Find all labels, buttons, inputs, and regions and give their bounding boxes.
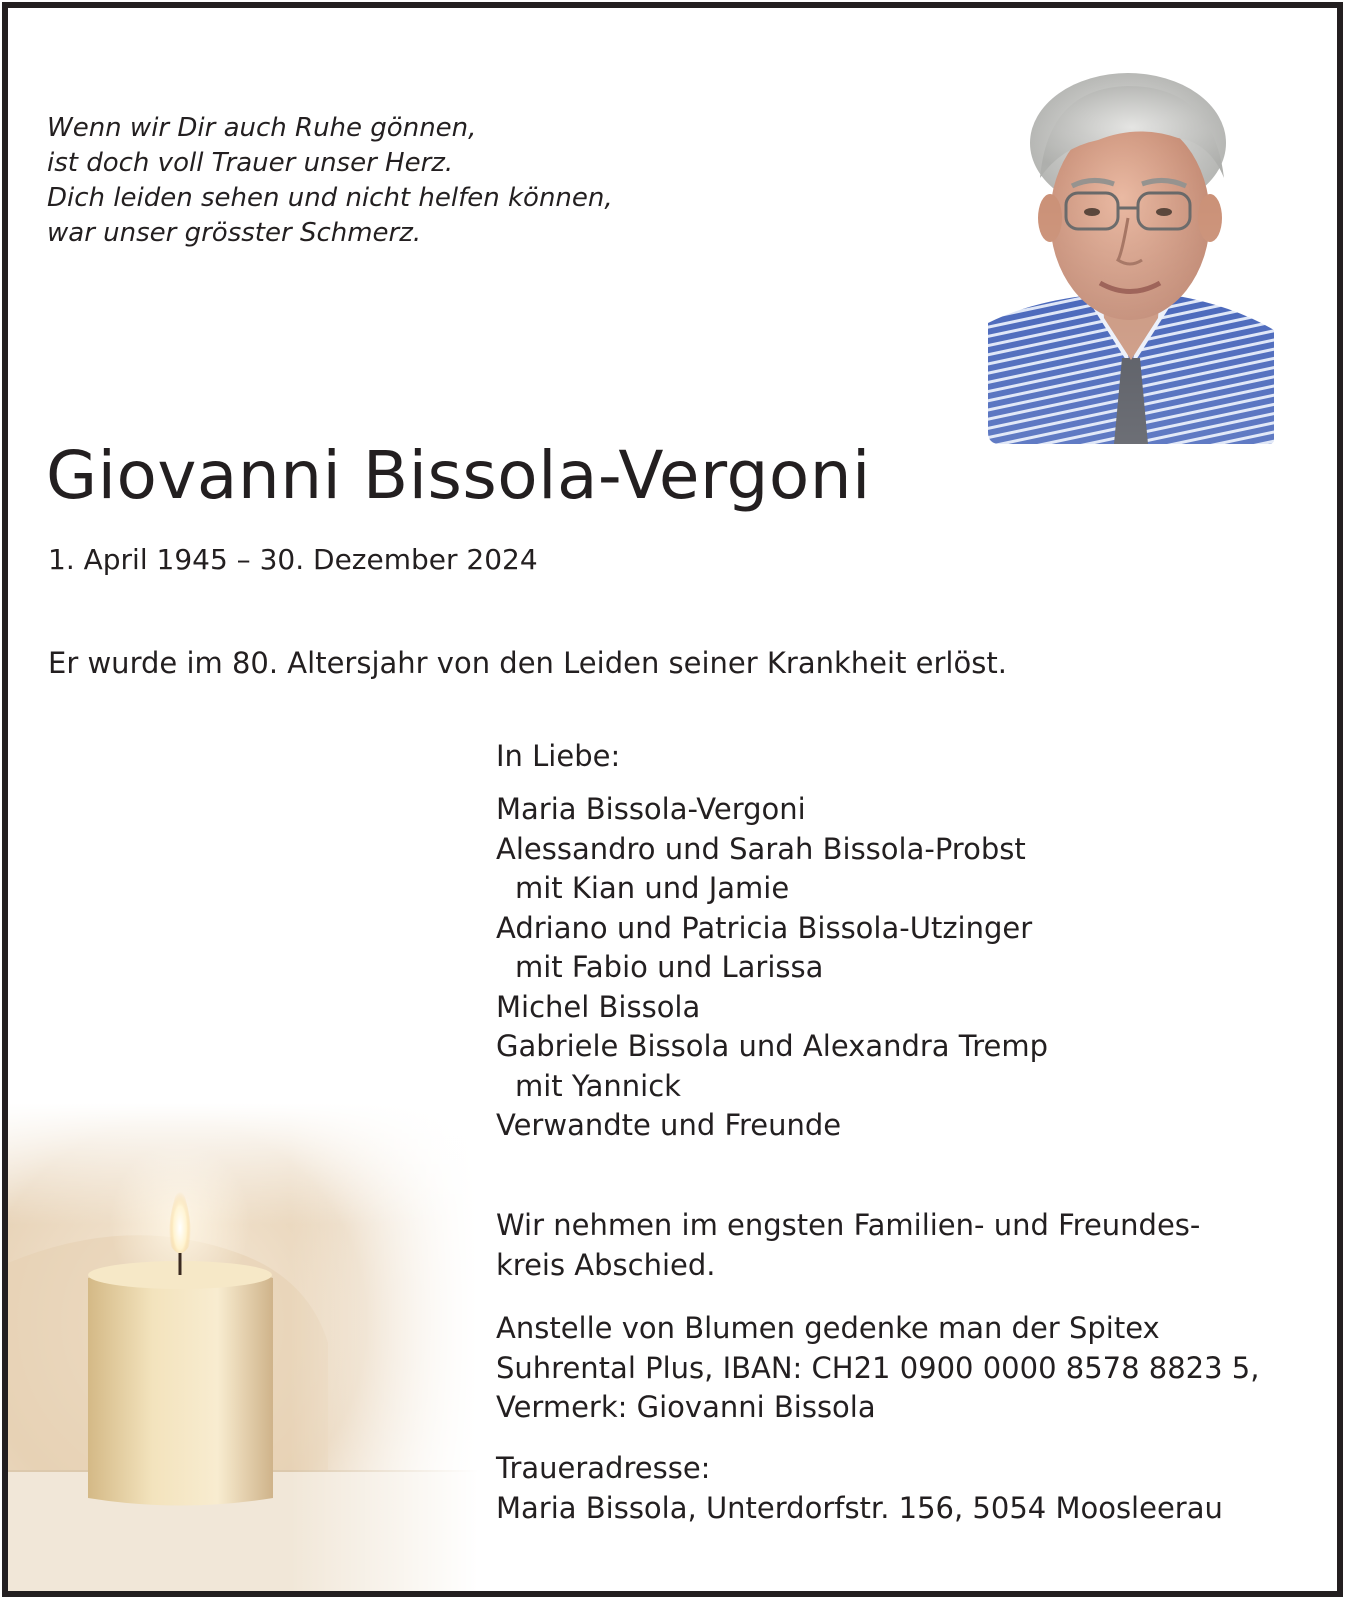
poem-line: Wenn wir Dir auch Ruhe gönnen, bbox=[47, 113, 477, 143]
mourner-line: mit Fabio und Larissa bbox=[515, 950, 824, 984]
poem-line: ist doch voll Trauer unser Herz. bbox=[47, 148, 454, 178]
donation-line: Vermerk: Giovanni Bissola bbox=[496, 1390, 876, 1424]
poem bbox=[47, 111, 613, 251]
mourner-line: Gabriele Bissola und Alexandra Tremp bbox=[496, 1029, 1049, 1063]
farewell-line: kreis Abschied. bbox=[496, 1247, 716, 1282]
mourners-heading: In Liebe: bbox=[496, 739, 621, 773]
poem-line: war unser grösster Schmerz. bbox=[47, 218, 422, 248]
donation-line: Suhrental Plus, IBAN: CH21 0900 0000 8578 8823 5, bbox=[496, 1350, 1260, 1385]
life-dates: 1. April 1945 – 30. Dezember 2024 bbox=[48, 543, 538, 576]
deceased-name: Giovanni Bissola-Vergoni bbox=[46, 437, 871, 514]
mourner-line: mit Kian und Jamie bbox=[515, 871, 790, 905]
mourner-line: Alessandro und Sarah Bissola-Probst bbox=[496, 831, 1026, 866]
address-line: Maria Bissola, Unterdorfstr. 156, 5054 Moosleerau bbox=[496, 1490, 1223, 1525]
address-heading: Traueradresse: bbox=[496, 1451, 711, 1485]
donation-text bbox=[496, 1309, 1259, 1428]
mourner-line: Maria Bissola-Vergoni bbox=[496, 792, 806, 826]
obituary-notice bbox=[2, 2, 1343, 1597]
farewell-text bbox=[496, 1206, 1200, 1285]
mourner-line: mit Yannick bbox=[515, 1068, 681, 1103]
portrait-photo bbox=[988, 68, 1274, 444]
mourner-line: Michel Bissola bbox=[496, 989, 701, 1024]
intro-text: Er wurde im 80. Altersjahr von den Leiden seiner Krankheit erlöst. bbox=[48, 646, 1007, 680]
candle-photo bbox=[8, 1103, 478, 1591]
mourners-list bbox=[496, 790, 1048, 1146]
address-block bbox=[496, 1449, 1223, 1528]
poem-line: Dich leiden sehen und nicht helfen können, bbox=[47, 183, 613, 213]
farewell-line: Wir nehmen im engsten Familien- und Freundes- bbox=[496, 1208, 1201, 1242]
donation-line: Anstelle von Blumen gedenke man der Spitex bbox=[496, 1311, 1160, 1345]
mourner-line: Verwandte und Freunde bbox=[496, 1108, 842, 1142]
mourner-line: Adriano und Patricia Bissola-Utzinger bbox=[496, 910, 1033, 945]
